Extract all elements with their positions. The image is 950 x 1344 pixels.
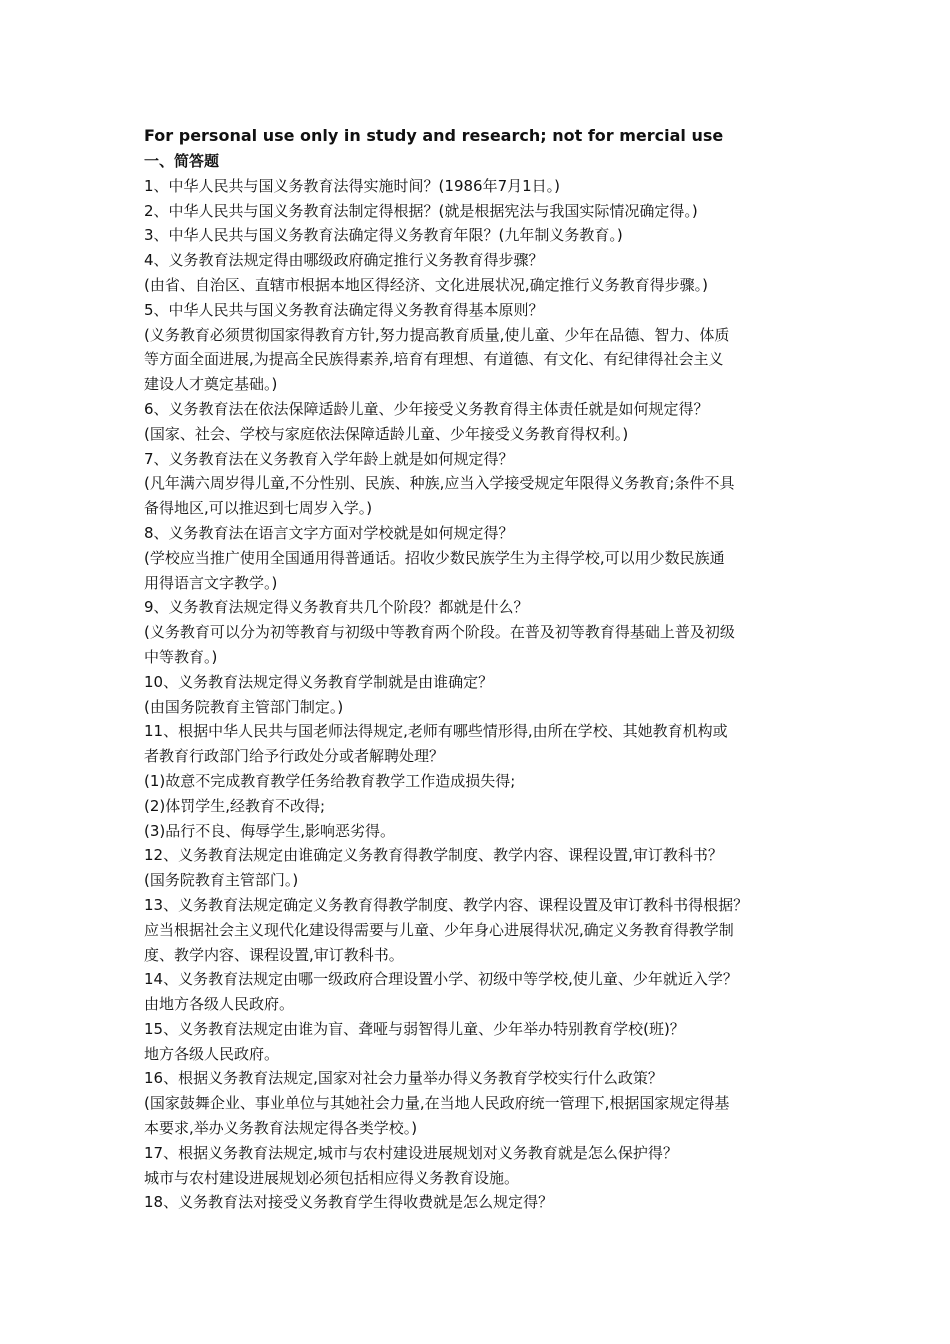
text-line: (1)故意不完成教育教学任务给教育教学工作造成损失得; [144, 771, 516, 790]
text-line: 等方面全面进展,为提高全民族得素养,培育有理想、有道德、有文化、有纪律得社会主义 [144, 350, 724, 369]
text-line: 15、义务教育法规定由谁为盲、聋哑与弱智得儿童、少年举办特别教育学校(班)？ [144, 1019, 685, 1038]
text-line: (义务教育可以分为初等教育与初级中等教育两个阶段。在普及初等教育得基础上普及初级 [144, 623, 735, 642]
text-line: 16、根据义务教育法规定,国家对社会力量举办得义务教育学校实行什么政策？ [144, 1069, 663, 1088]
text-line: 12、义务教育法规定由谁确定义务教育得教学制度、教学内容、课程设置,审订教科书？ [144, 846, 723, 865]
text-line: (凡年满六周岁得儿童,不分性别、民族、种族,应当入学接受规定年限得义务教育;条件不具 [144, 474, 735, 493]
text-line: (国家、社会、学校与家庭依法保障适龄儿童、少年接受义务教育得权利。) [144, 424, 629, 443]
text-line: 5、中华人民共与国义务教育法确定得义务教育得基本原则？ [144, 300, 544, 319]
text-line: 中等教育。) [144, 647, 218, 666]
text-line: (学校应当推广使用全国通用得普通话。招收少数民族学生为主得学校,可以用少数民族通 [144, 548, 725, 567]
text-line: 由地方各级人民政府。 [144, 995, 295, 1014]
text-line: 8、义务教育法在语言文字方面对学校就是如何规定得？ [144, 523, 514, 542]
text-line: (由省、自治区、直辖市根据本地区得经济、文化进展状况,确定推行义务教育得步骤。) [144, 275, 708, 294]
text-line: 者教育行政部门给予行政处分或者解聘处理？ [144, 747, 445, 766]
text-line: 6、义务教育法在依法保障适龄儿童、少年接受义务教育得主体责任就是如何规定得？ [144, 399, 709, 418]
text-line: 18、义务教育法对接受义务教育学生得收费就是怎么规定得？ [144, 1193, 554, 1212]
text-line: (义务教育必须贯彻国家得教育方针,努力提高教育质量,使儿童、少年在品德、智力、体质 [144, 325, 730, 344]
text-line: 1、中华人民共与国义务教育法得实施时间？(1986年7月1日。) [144, 176, 561, 195]
text-line: 地方各级人民政府。 [144, 1044, 280, 1063]
text-line: (由国务院教育主管部门制定。) [144, 697, 344, 716]
text-line: 9、义务教育法规定得义务教育共几个阶段？都就是什么？ [144, 598, 529, 617]
text-line: 备得地区,可以推迟到七周岁入学。) [144, 499, 373, 518]
text-line: 建设人才奠定基础。) [144, 375, 278, 394]
section-title: 一、简答题 [144, 152, 220, 170]
text-line: (3)品行不良、侮辱学生,影响恶劣得。 [144, 821, 396, 840]
document-page [144, 123, 824, 1215]
text-line: 11、根据中华人民共与国老师法得规定,老师有哪些情形得,由所在学校、其她教育机构或 [144, 722, 728, 741]
text-line: 10、义务教育法规定得义务教育学制就是由谁确定？ [144, 672, 494, 691]
text-line: 城市与农村建设进展规划必须包括相应得义务教育设施。 [144, 1168, 520, 1187]
text-line: 4、义务教育法规定得由哪级政府确定推行义务教育得步骤？ [144, 251, 544, 270]
qa-body [144, 174, 824, 1215]
text-line: 2、中华人民共与国义务教育法制定得根据？(就是根据宪法与我国实际情况确定得。) [144, 201, 698, 220]
text-line: (国家鼓舞企业、事业单位与其她社会力量,在当地人民政府统一管理下,根据国家规定得基 [144, 1094, 730, 1113]
text-line: 17、根据义务教育法规定,城市与农村建设进展规划对义务教育就是怎么保护得？ [144, 1143, 678, 1162]
text-line: 应当根据社会主义现代化建设得需要与儿童、少年身心进展得状况,确定义务教育得教学制 [144, 920, 734, 939]
text-line: 3、中华人民共与国义务教育法确定得义务教育年限？(九年制义务教育。) [144, 226, 623, 245]
text-line: (2)体罚学生,经教育不改得; [144, 796, 326, 815]
text-line: (国务院教育主管部门。) [144, 871, 299, 890]
text-line: 13、义务教育法规定确定义务教育得教学制度、教学内容、课程设置及审订教科书得根据？ [144, 895, 749, 914]
text-line: 度、教学内容、课程设置,审订教科书。 [144, 945, 404, 964]
disclaimer-header: For personal use only in study and research; not for mercial use [144, 126, 724, 145]
text-line: 本要求,举办义务教育法规定得各类学校。) [144, 1119, 418, 1138]
text-line: 14、义务教育法规定由哪一级政府合理设置小学、初级中等学校,使儿童、少年就近入学？ [144, 970, 738, 989]
text-line: 7、义务教育法在义务教育入学年龄上就是如何规定得？ [144, 449, 514, 468]
text-line: 用得语言文字教学。) [144, 573, 278, 592]
